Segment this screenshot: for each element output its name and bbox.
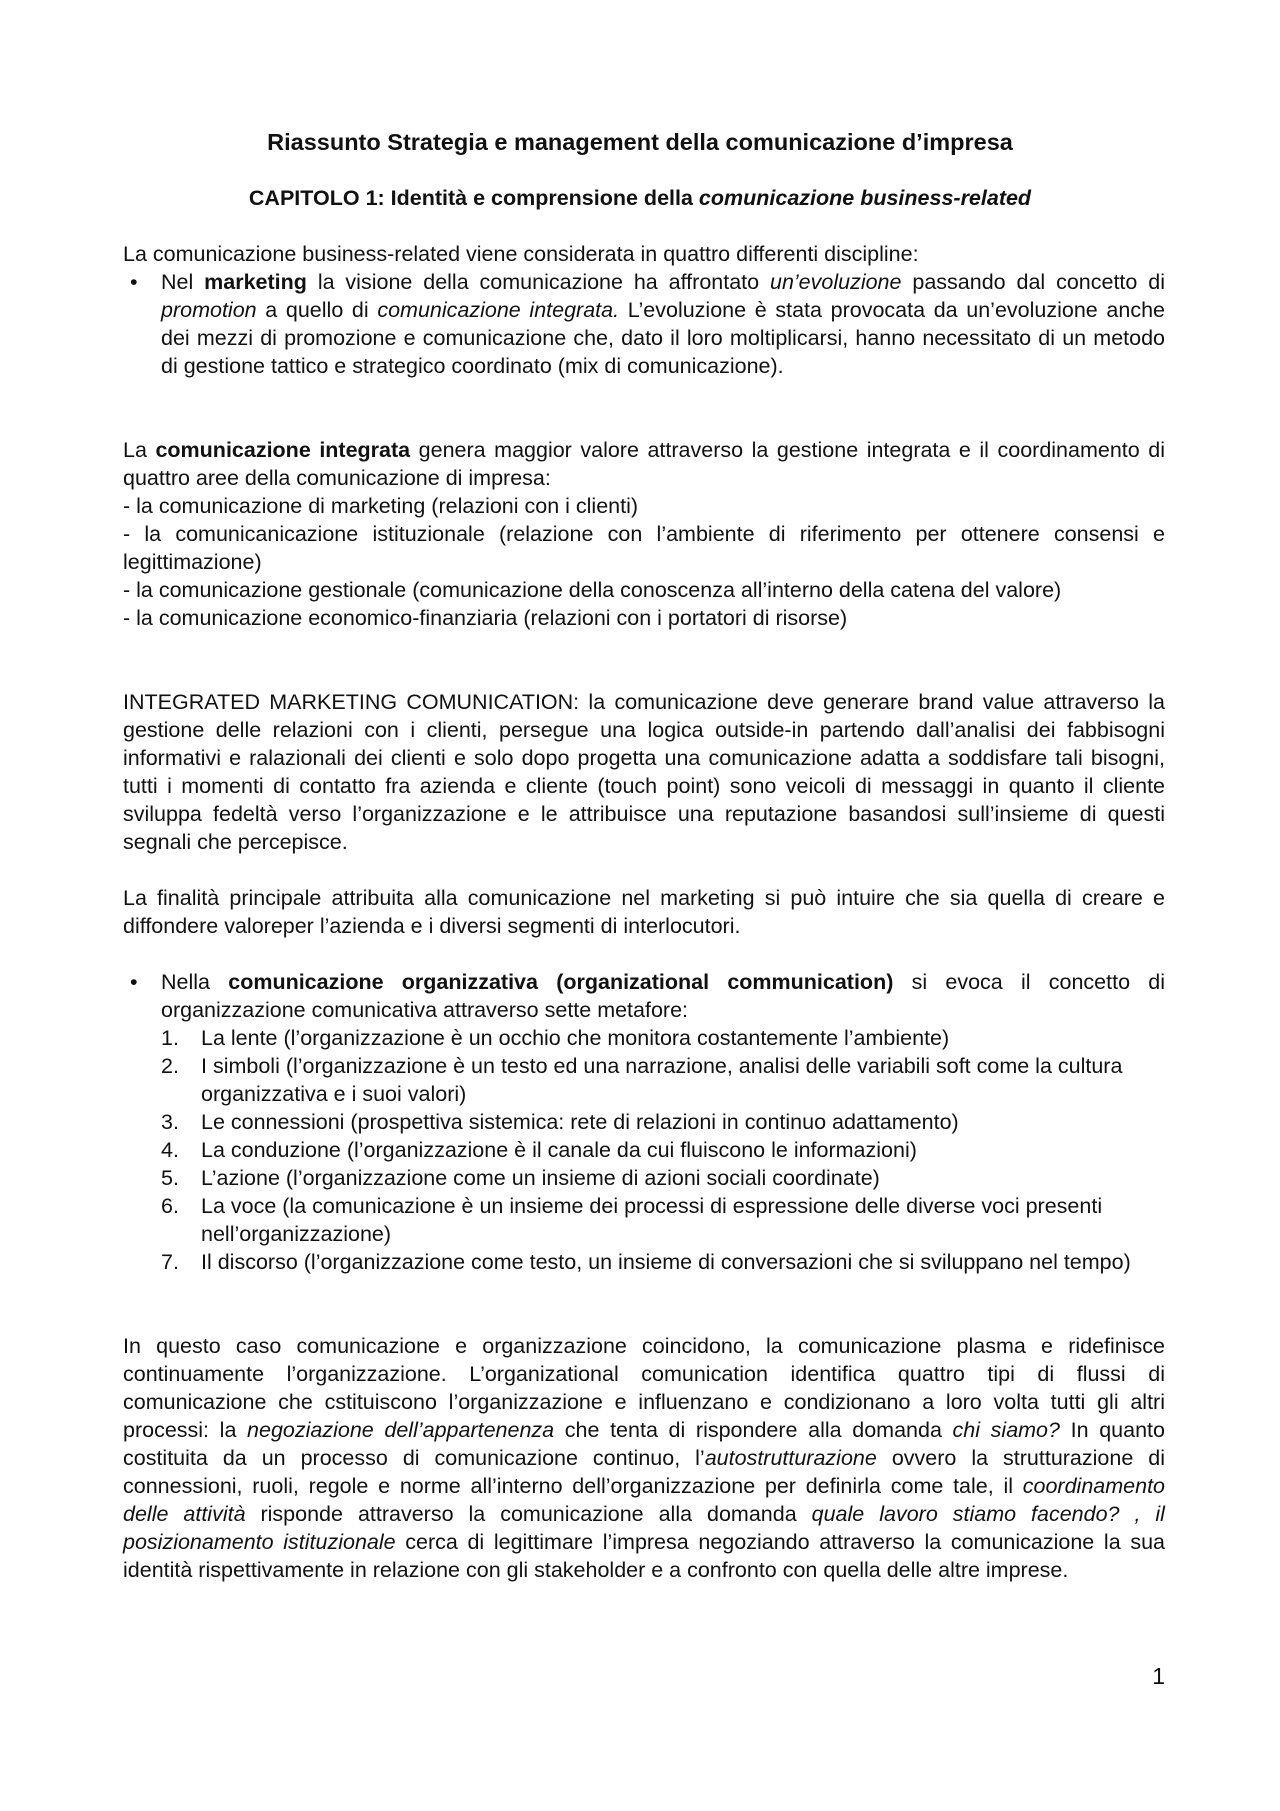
bullet-icon: • — [130, 970, 138, 994]
metaphor-item — [123, 1052, 1165, 1108]
italic-term: comunicazione integrata. — [377, 298, 620, 322]
item-number: 7. — [161, 1250, 179, 1274]
italic-term: quale lavoro stiamo facendo? , il posizionamento istituzionale — [123, 1502, 1165, 1554]
metaphors-list — [123, 1024, 1165, 1276]
item-text: La lente (l’organizzazione è un occhio che monitora costantemente l’ambiente) — [201, 1026, 950, 1050]
finalita-paragraph: La finalità principale attribuita alla comunicazione nel marketing si può intuire che sia quella di creare e diffondere valoreper l’azienda e i diversi segmenti di interlocutori. — [123, 886, 1165, 938]
page-number: 1 — [1152, 1663, 1165, 1689]
imc-paragraph: INTEGRATED MARKETING COMUNICATION: la comunicazione deve generare brand value attraverso la gestione delle relazioni con i clienti, persegue una logica outside-in partendo dall’analisi dei fabbisogni informativi e ralazionali dei clienti e solo dopo progetta una comunicazione adatta a soddisfare tali bisogni, tutti i momenti di contatto fra azienda e cliente (touch point) sono veicoli di messaggi in quanto il cliente sviluppa fedeltà verso l’organizzazione e le attribuisce una reputazione basandosi sull’insieme di questi segnali che percepisce. — [123, 690, 1165, 854]
item-number: 1. — [161, 1026, 179, 1050]
text-run: Nel — [161, 270, 194, 294]
text-run: ovvero la strutturazione di connessioni, ruoli, regole e norme all’interno dell’organizzazione per definirla come tale, il — [123, 1446, 1166, 1498]
italic-term: promotion — [161, 298, 257, 322]
list-item: - la comunicazione gestionale (comunicazione della conoscenza all’interno della catena del valore) — [123, 578, 1062, 602]
item-text: La voce (la comunicazione è un insieme dei processi di espressione delle diverse voci presenti nell’organizzazione) — [201, 1194, 1103, 1246]
text-run: risponde attraverso la comunicazione alla domanda — [260, 1502, 797, 1526]
italic-term: un’evoluzione — [769, 270, 902, 294]
keyword-organizational: comunicazione organizzativa (organizational communication) — [228, 970, 894, 994]
text-run: a quello di — [265, 298, 369, 322]
bullet-marketing-text — [161, 268, 1165, 380]
integrated-paragraph — [123, 436, 1165, 492]
intro-paragraph: La comunicazione business-related viene considerata in quattro differenti discipline: — [123, 242, 919, 266]
bullet-organizational — [123, 968, 1165, 1276]
metaphor-item — [123, 1248, 1165, 1276]
text-run: L’evoluzione è stata provocata da un’evoluzione anche dei mezzi di promozione e comunicazione che, dato il loro moltiplicarsi, hanno necessitato di un metodo di gestione tattico e strategico coordinato (mix di comunicazione). — [161, 298, 1165, 378]
item-number: 4. — [161, 1138, 179, 1162]
bullet-organizational-text — [161, 968, 1165, 1024]
list-item: - la comunicazione di marketing (relazioni con i clienti) — [123, 494, 639, 518]
item-number: 5. — [161, 1166, 179, 1190]
item-number: 6. — [161, 1194, 179, 1218]
item-text: La conduzione (l’organizzazione è il canale da cui fluiscono le informazioni) — [201, 1138, 917, 1162]
text-run: genera maggior valore attraverso la gestione integrata e il coordinamento di quattro aree della comunicazione di impresa: — [123, 438, 1165, 490]
integrated-communication-section — [123, 436, 1165, 632]
text-run: passando dal concetto di — [912, 270, 1165, 294]
keyword-marketing: marketing — [204, 270, 307, 294]
chapter-heading — [0, 184, 1280, 212]
text-run: La — [123, 438, 147, 462]
text-run: Nella — [161, 970, 210, 994]
chapter-heading-text: CAPITOLO 1: Identità e comprensione della — [248, 186, 693, 210]
list-item: - la comunicanicazione istituzionale (relazione con l’ambiente di riferimento per ottenere consensi e legittimazione) — [123, 522, 1165, 574]
text-run: la visione della comunicazione ha affrontato — [317, 270, 760, 294]
conclusion-paragraph — [123, 1332, 1165, 1584]
metaphor-item — [123, 1108, 1165, 1136]
item-number: 2. — [161, 1054, 179, 1078]
keyword-integrated: comunicazione integrata — [155, 438, 411, 462]
text-run: In quanto costituita da un processo di comunicazione continuo, l’ — [123, 1418, 1165, 1470]
metaphor-item — [123, 1192, 1165, 1248]
bullet-marketing — [123, 268, 1165, 380]
text-run: che tenta di rispondere alla domanda — [564, 1418, 942, 1442]
italic-term: autostrutturazione — [704, 1446, 877, 1470]
item-text: Le connessioni (prospettiva sistemica: rete di relazioni in continuo adattamento) — [201, 1110, 959, 1134]
chapter-heading-italic: comunicazione business-related — [698, 186, 1032, 210]
item-text: Il discorso (l’organizzazione come testo, un insieme di conversazioni che si sviluppano nel tempo) — [201, 1250, 1131, 1274]
metaphor-item — [123, 1164, 1165, 1192]
item-text: I simboli (l’organizzazione è un testo ed una narrazione, analisi delle variabili soft come la cultura organizzativa e i suoi valori) — [201, 1054, 1123, 1106]
bullet-icon: • — [130, 270, 138, 294]
text-run: In questo caso comunicazione e organizzazione coincidono, la comunicazione plasma e ridefinisce continuamente l’organizzazione. L’organizational comunication identifica quattro tipi di flussi di comunicazione che cstituiscono l’organizzazione e influenzano e condizionano a loro volta tutti gli altri processi: la — [123, 1334, 1165, 1442]
item-number: 3. — [161, 1110, 179, 1134]
text-run: cerca di legittimare l’impresa negoziando attraverso la comunicazione la sua identità rispettivamente in relazione con gli stakeholder e a confronto con quella delle altre imprese. — [123, 1530, 1165, 1582]
text-run: si evoca il concetto di organizzazione comunicativa attraverso sette metafore: — [161, 970, 1165, 1022]
item-text: L’azione (l’organizzazione come un insieme di azioni sociali coordinate) — [201, 1166, 880, 1190]
italic-term: chi siamo? — [952, 1418, 1060, 1442]
italic-term: negoziazione dell’appartenenza — [247, 1418, 555, 1442]
metaphor-item — [123, 1136, 1165, 1164]
metaphor-item — [123, 1024, 1165, 1052]
italic-term: coordinamento delle attività — [123, 1474, 1165, 1526]
list-item: - la comunicazione economico-finanziaria (relazioni con i portatori di risorse) — [123, 606, 848, 630]
document-title: Riassunto Strategia e management della comunicazione d’impresa — [267, 129, 1013, 155]
